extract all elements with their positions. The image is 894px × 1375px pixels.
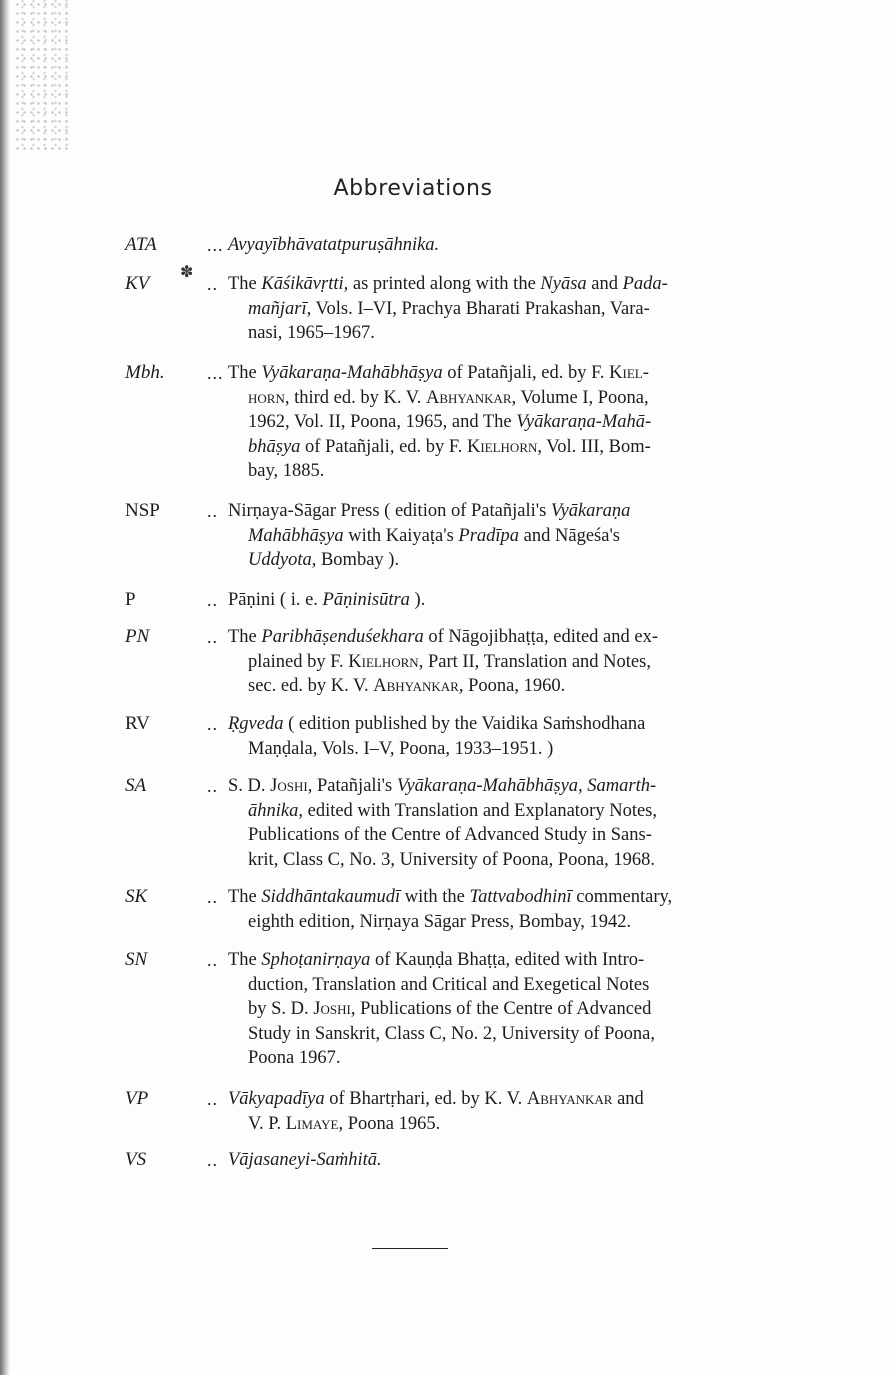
entry-description: [228, 1148, 762, 1173]
text-run: The: [228, 627, 262, 647]
text-run: Nyāsa: [540, 274, 587, 294]
text-run: Kāśikāvṛtti,: [261, 274, 349, 294]
text-run: Maṇḍala, Vols. I–V, Poona, 1933–1951. ): [248, 738, 554, 759]
entry-abbreviation: VP: [125, 1088, 149, 1109]
text-run: of Kauṇḍa Bhaṭṭa, edited with Intro-: [370, 950, 645, 970]
entry-abbreviation: VS: [125, 1149, 147, 1170]
entry-leader-dots: ..: [207, 1089, 218, 1109]
text-run: and: [612, 1089, 644, 1109]
text-run: āhnika,: [248, 800, 303, 821]
entry-leader-dots: ..: [207, 887, 218, 907]
text-run: Joshi: [270, 776, 308, 796]
text-run: ( edition published by the Vaidika Saṁshodhana: [283, 714, 646, 734]
text-run: and: [586, 274, 623, 294]
text-run: Avyayībhāvatatpuruṣāhnika.: [228, 235, 440, 255]
text-run: , Part II, Translation and Notes,: [418, 651, 651, 672]
text-run: Vājasaneyi-Saṁhitā.: [228, 1150, 382, 1170]
text-run: commentary,: [571, 887, 673, 907]
entry-description-line: [228, 910, 762, 935]
text-run: Vyākaraṇa-Mahābhāṣya, Samarth-: [396, 776, 657, 796]
text-run: Pāṇini ( i. e.: [228, 590, 323, 610]
text-run: Abhyankar: [426, 387, 512, 408]
entry-description-line: [228, 674, 762, 699]
entry-description-line: [228, 297, 762, 322]
entry-description: [228, 625, 762, 699]
text-run: S. D.: [228, 776, 271, 796]
text-run: as printed along with the: [348, 274, 541, 294]
entry-description-line: [228, 1087, 762, 1112]
text-run: , Vol. III, Bom-: [537, 436, 651, 457]
entry-description-line: [228, 973, 762, 998]
text-run: krit, Class C, No. 3, University of Poona, Poona, 1968.: [248, 849, 655, 870]
entry-description-line: [228, 233, 762, 258]
text-run: mañjarī,: [248, 298, 312, 319]
text-run: Uddyota,: [248, 550, 317, 570]
text-run: Abhyankar: [526, 1089, 613, 1109]
text-run: , Volume I, Poona,: [511, 387, 649, 408]
entry-leader-dots: ..: [207, 776, 218, 796]
entry-description-line: [228, 1148, 762, 1173]
text-run: The: [228, 950, 262, 970]
text-run: The: [228, 363, 262, 383]
text-run: , Poona, 1960.: [458, 676, 566, 696]
text-run: The: [228, 887, 262, 907]
entry-description: [228, 361, 762, 484]
entry-description: [228, 588, 762, 613]
text-run: , Patañjali's: [307, 776, 397, 796]
text-run: , Publications of the Centre of Advanced: [350, 999, 652, 1019]
text-run: Nirṇaya-Sāgar Press ( edition of Patañjali's: [228, 501, 551, 521]
text-run: Vākyapadīya: [228, 1089, 325, 1109]
entry-description: [228, 272, 762, 346]
entry-leader-dots: ..: [207, 274, 218, 294]
text-run: bhāṣya: [248, 436, 301, 457]
entry-description: [228, 885, 762, 934]
entry-description: [228, 712, 762, 761]
entry-description-line: [228, 712, 762, 737]
entry-description-line: [228, 321, 762, 346]
entry-abbreviation: SK: [125, 886, 148, 907]
entry-description-line: [228, 737, 762, 762]
text-run: by S. D.: [248, 999, 314, 1019]
ink-blot-mark: ✽: [180, 264, 194, 281]
entry-leader-dots: ..: [207, 501, 218, 521]
text-run: with Kaiyaṭa's: [343, 525, 459, 546]
entry-leader-dots: ..: [207, 1150, 218, 1170]
entry-description-line: [228, 948, 762, 973]
entry-description-line: [228, 997, 762, 1022]
text-run: ).: [409, 590, 426, 610]
text-run: edited with Translation and Explanatory Notes,: [302, 800, 658, 821]
text-run: bay, 1885.: [248, 461, 325, 481]
text-run: of Patañjali, ed. by F.: [442, 363, 610, 383]
entry-description: [228, 774, 762, 872]
text-run: Limaye: [285, 1113, 339, 1134]
text-run: sec. ed. by K. V.: [248, 676, 374, 696]
entry-abbreviation: Mbh.: [125, 362, 165, 383]
text-run: Vols. I–VI, Prachya Bharati Prakashan, Vara-: [311, 298, 650, 319]
page-title: Abbreviations: [333, 176, 493, 201]
text-run: Publications of the Centre of Advanced Study in Sans-: [248, 825, 652, 845]
text-run: nasi, 1965–1967.: [248, 323, 375, 343]
text-run: Abhyankar: [373, 676, 459, 696]
text-run: with the: [400, 887, 470, 907]
entry-description-line: [228, 361, 762, 386]
entry-leader-dots: ..: [207, 950, 218, 970]
entry-description-line: [228, 774, 762, 799]
entry-description-line: [228, 524, 762, 549]
text-run: Siddhāntakaumudī: [261, 887, 401, 907]
entry-description: [228, 1087, 762, 1136]
entry-description-line: [228, 885, 762, 910]
entry-description-line: [228, 410, 762, 435]
text-run: duction, Translation and Critical and Exegetical Notes: [248, 974, 650, 995]
entry-leader-dots: ...: [207, 363, 224, 383]
entry-description-line: [228, 1046, 762, 1071]
text-run: Kielhorn: [348, 651, 419, 672]
text-run: Poona 1967.: [248, 1048, 341, 1068]
entry-description: [228, 948, 762, 1071]
entry-abbreviation: SN: [125, 949, 148, 970]
entry-description-line: [228, 548, 762, 573]
entry-leader-dots: ..: [207, 627, 218, 647]
entry-description-line: [228, 823, 762, 848]
text-run: horn: [248, 387, 285, 408]
entry-abbreviation: RV: [125, 713, 150, 734]
entry-leader-dots: ..: [207, 714, 218, 734]
entry-description-line: [228, 650, 762, 675]
text-run: Vyākaraṇa-Mahābhāṣya: [261, 363, 443, 383]
text-run: Pada-: [622, 274, 668, 294]
entry-description-line: [228, 435, 762, 460]
entry-description-line: [228, 625, 762, 650]
entry-abbreviation: ATA: [125, 234, 157, 255]
text-run: The: [228, 274, 262, 294]
entry-description: [228, 499, 762, 573]
text-run: Bombay ).: [316, 550, 400, 570]
text-run: Kielhorn: [466, 436, 538, 457]
text-run: Study in Sanskrit, Class C, No. 2, University of Poona,: [248, 1023, 656, 1044]
text-run: eighth edition, Nirṇaya Sāgar Press, Bombay, 1942.: [248, 911, 632, 932]
text-run: Ṛgveda: [228, 714, 284, 734]
text-run: and Nāgeśa's: [519, 525, 620, 546]
entry-abbreviation: PN: [125, 626, 150, 647]
text-run: Vyākaraṇa: [550, 501, 631, 521]
text-run: , Poona 1965.: [338, 1113, 441, 1134]
text-run: of Patañjali, ed. by F.: [300, 436, 467, 457]
text-run: of Nāgojibhaṭṭa, edited and ex-: [423, 627, 659, 647]
entry-description-line: [228, 386, 762, 411]
text-run: 1962, Vol. II, Poona, 1965, and The: [248, 412, 517, 432]
entry-abbreviation: KV: [125, 273, 150, 294]
entry-leader-dots: ..: [207, 590, 218, 610]
entry-description-line: [228, 799, 762, 824]
text-run: Mahābhāṣya: [248, 525, 344, 546]
entry-abbreviation: NSP: [125, 500, 160, 521]
entry-description-line: [228, 1112, 762, 1137]
end-rule: [372, 1248, 448, 1249]
text-run: Joshi: [313, 999, 351, 1019]
text-run: Tattvabodhinī: [469, 887, 572, 907]
text-run: of Bhartṛhari, ed. by K. V.: [324, 1089, 527, 1109]
text-run: Pradīpa: [458, 525, 520, 546]
entry-abbreviation: SA: [125, 775, 147, 796]
text-run: plained by F.: [248, 651, 349, 672]
entry-description-line: [228, 1022, 762, 1047]
entry-description-line: [228, 499, 762, 524]
entry-description-line: [228, 848, 762, 873]
entry-description-line: [228, 588, 762, 613]
text-run: Paribhāṣenduśekhara: [261, 627, 424, 647]
text-run: V. P.: [248, 1113, 286, 1134]
page-edge-shadow: [0, 0, 10, 1375]
text-run: Kiel-: [609, 363, 649, 383]
text-run: Pāṇinisūtra: [322, 590, 410, 610]
scan-speckle: [14, 0, 72, 150]
entry-description-line: [228, 459, 762, 484]
entry-description: [228, 233, 762, 258]
entry-leader-dots: ...: [207, 235, 224, 255]
text-run: , third ed. by K. V.: [284, 387, 426, 408]
text-run: Vyākaraṇa-Mahā-: [516, 412, 652, 432]
entry-abbreviation: P: [125, 589, 136, 610]
text-run: Sphoṭanirṇaya: [261, 950, 371, 970]
entry-description-line: [228, 272, 762, 297]
